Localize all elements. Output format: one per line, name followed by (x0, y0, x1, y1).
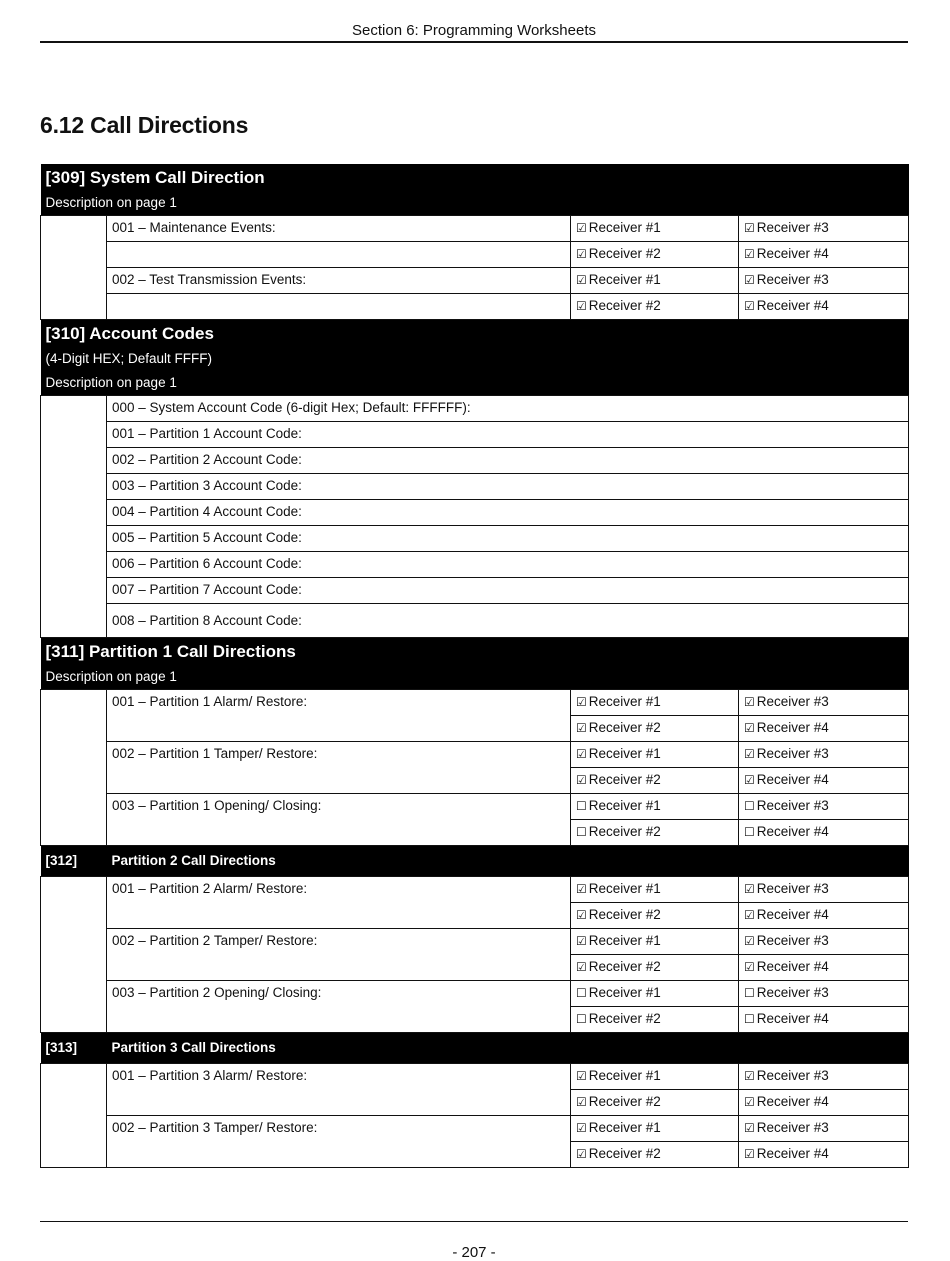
receiver-label: Receiver #1 (588, 985, 661, 1000)
table-row (41, 1116, 909, 1142)
receiver-option[interactable] (571, 716, 739, 742)
account-code-field[interactable]: 008 – Partition 8 Account Code: (107, 604, 909, 638)
checked-box-icon[interactable]: ☑ (576, 1121, 587, 1135)
account-code-field[interactable]: 000 – System Account Code (6-digit Hex; Default: FFFFFF): (107, 396, 909, 422)
sec309-description: Description on page 1 (45, 195, 177, 210)
account-code-field[interactable]: 006 – Partition 6 Account Code: (107, 552, 909, 578)
receiver-label: Receiver #4 (756, 720, 829, 735)
checked-box-icon[interactable]: ☑ (744, 1121, 755, 1135)
receiver-option[interactable] (739, 768, 909, 794)
receiver-option[interactable] (739, 1007, 909, 1033)
receiver-label: Receiver #2 (588, 1011, 661, 1026)
checked-box-icon[interactable]: ☑ (744, 773, 755, 787)
section-spacer (41, 396, 107, 638)
receiver-label: Receiver #1 (588, 1120, 661, 1135)
option-label: 002 – Partition 1 Tamper/ Restore: (107, 742, 571, 794)
option-label: 001 – Partition 3 Alarm/ Restore: (107, 1064, 571, 1116)
header-divider (40, 41, 908, 43)
receiver-label: Receiver #2 (588, 246, 661, 261)
table-row (41, 396, 909, 422)
sec311-title: [311] Partition 1 Call Directions (45, 642, 296, 661)
receiver-label: Receiver #3 (756, 1120, 829, 1135)
table-row (41, 268, 909, 294)
checked-box-icon[interactable]: ☑ (576, 721, 587, 735)
option-label: 003 – Partition 2 Opening/ Closing: (107, 981, 571, 1033)
receiver-label: Receiver #4 (756, 1011, 829, 1026)
table-row (41, 877, 909, 903)
sec313-code: [313] (41, 1033, 107, 1064)
checked-box-icon[interactable]: ☑ (576, 934, 587, 948)
empty-box-icon[interactable]: ☐ (744, 825, 755, 839)
empty-box-icon[interactable]: ☐ (744, 1012, 755, 1026)
checked-box-icon[interactable]: ☑ (744, 695, 755, 709)
checked-box-icon[interactable]: ☑ (576, 1069, 587, 1083)
receiver-option[interactable] (571, 1007, 739, 1033)
receiver-option[interactable] (739, 1090, 909, 1116)
empty-box-icon[interactable]: ☐ (576, 825, 587, 839)
receiver-option[interactable] (739, 1142, 909, 1168)
checked-box-icon[interactable]: ☑ (744, 882, 755, 896)
receiver-option[interactable] (739, 929, 909, 955)
checked-box-icon[interactable]: ☑ (576, 695, 587, 709)
table-row (41, 552, 909, 578)
receiver-label: Receiver #4 (756, 246, 829, 261)
table-row (41, 526, 909, 552)
page-number: - 207 - (452, 1244, 496, 1261)
receiver-label: Receiver #4 (756, 1094, 829, 1109)
checked-box-icon[interactable]: ☑ (744, 273, 755, 287)
receiver-option[interactable] (571, 1142, 739, 1168)
receiver-label: Receiver #1 (588, 881, 661, 896)
receiver-label: Receiver #4 (756, 824, 829, 839)
section-title: 6.12 Call Directions (40, 112, 249, 138)
receiver-option[interactable] (571, 929, 739, 955)
receiver-label: Receiver #4 (756, 298, 829, 313)
receiver-label: Receiver #3 (756, 881, 829, 896)
receiver-label: Receiver #4 (756, 1146, 829, 1161)
checked-box-icon[interactable]: ☑ (744, 299, 755, 313)
footer-divider (40, 1221, 908, 1222)
receiver-label: Receiver #1 (588, 798, 661, 813)
receiver-label: Receiver #3 (756, 1068, 829, 1083)
section-spacer (41, 1064, 107, 1168)
receiver-label: Receiver #1 (588, 1068, 661, 1083)
sec310-subtitle: (4-Digit HEX; Default FFFF) (45, 351, 213, 366)
receiver-label: Receiver #3 (756, 746, 829, 761)
sec313-header (41, 1033, 909, 1064)
account-code-field[interactable]: 007 – Partition 7 Account Code: (107, 578, 909, 604)
receiver-option[interactable] (571, 294, 739, 320)
receiver-label: Receiver #2 (588, 1094, 661, 1109)
empty-box-icon[interactable]: ☐ (744, 986, 755, 1000)
receiver-label: Receiver #2 (588, 772, 661, 787)
sec310-header-cell (41, 320, 909, 396)
receiver-option[interactable] (571, 742, 739, 768)
option-label: 002 – Partition 3 Tamper/ Restore: (107, 1116, 571, 1168)
empty-box-icon[interactable]: ☐ (576, 986, 587, 1000)
receiver-option[interactable] (739, 877, 909, 903)
receiver-label: Receiver #1 (588, 694, 661, 709)
checked-box-icon[interactable]: ☑ (576, 747, 587, 761)
sec309-header-cell (41, 164, 909, 216)
receiver-option[interactable] (571, 903, 739, 929)
receiver-option[interactable] (739, 1064, 909, 1090)
receiver-label: Receiver #4 (756, 772, 829, 787)
sec310-title: [310] Account Codes (45, 324, 214, 343)
table-row (41, 448, 909, 474)
checked-box-icon[interactable]: ☑ (576, 1095, 587, 1109)
checked-box-icon[interactable]: ☑ (576, 882, 587, 896)
table-row (41, 1064, 909, 1090)
receiver-option[interactable] (571, 955, 739, 981)
receiver-option[interactable] (739, 1116, 909, 1142)
receiver-label: Receiver #1 (588, 220, 661, 235)
section-spacer (41, 690, 107, 846)
receiver-label: Receiver #2 (588, 824, 661, 839)
table-row (41, 242, 909, 268)
receiver-option[interactable] (739, 955, 909, 981)
sec312-header (41, 846, 909, 877)
receiver-option[interactable] (739, 820, 909, 846)
receiver-label: Receiver #4 (756, 959, 829, 974)
table-row (41, 578, 909, 604)
account-code-field[interactable]: 002 – Partition 2 Account Code: (107, 448, 909, 474)
receiver-option[interactable] (571, 1064, 739, 1090)
receiver-option[interactable] (739, 981, 909, 1007)
receiver-option[interactable] (571, 242, 739, 268)
receiver-label: Receiver #2 (588, 907, 661, 922)
receiver-option[interactable] (571, 1090, 739, 1116)
receiver-option[interactable] (571, 268, 739, 294)
table-row (41, 690, 909, 716)
receiver-option[interactable] (571, 690, 739, 716)
checked-box-icon[interactable]: ☑ (744, 960, 755, 974)
empty-box-icon[interactable]: ☐ (576, 799, 587, 813)
checked-box-icon[interactable]: ☑ (576, 1147, 587, 1161)
receiver-option[interactable] (739, 242, 909, 268)
checked-box-icon[interactable]: ☑ (744, 747, 755, 761)
receiver-option[interactable] (739, 903, 909, 929)
table-row (41, 742, 909, 768)
blank-cell (107, 294, 571, 320)
receiver-label: Receiver #4 (756, 907, 829, 922)
checked-box-icon[interactable]: ☑ (576, 773, 587, 787)
receiver-option[interactable] (739, 794, 909, 820)
receiver-option[interactable] (571, 1116, 739, 1142)
checked-box-icon[interactable]: ☑ (576, 221, 587, 235)
receiver-label: Receiver #3 (756, 985, 829, 1000)
receiver-option[interactable] (739, 216, 909, 242)
option-label: 001 – Maintenance Events: (107, 216, 571, 242)
account-code-field[interactable]: 005 – Partition 5 Account Code: (107, 526, 909, 552)
table-row (41, 794, 909, 820)
table-row (41, 981, 909, 1007)
receiver-label: Receiver #1 (588, 272, 661, 287)
table-row (41, 294, 909, 320)
sec311-description: Description on page 1 (45, 669, 177, 684)
receiver-option[interactable] (571, 794, 739, 820)
checked-box-icon[interactable]: ☑ (576, 299, 587, 313)
receiver-label: Receiver #2 (588, 959, 661, 974)
section-spacer (41, 216, 107, 320)
table-row (41, 216, 909, 242)
option-label: 002 – Test Transmission Events: (107, 268, 571, 294)
receiver-label: Receiver #3 (756, 694, 829, 709)
receiver-option[interactable] (739, 268, 909, 294)
call-directions-worksheet (40, 164, 908, 1168)
page-header: Section 6: Programming Worksheets (352, 22, 596, 39)
sec313-title: Partition 3 Call Directions (107, 1033, 909, 1064)
checked-box-icon[interactable]: ☑ (744, 934, 755, 948)
table-row (41, 474, 909, 500)
sec311-header (41, 638, 909, 690)
checked-box-icon[interactable]: ☑ (744, 908, 755, 922)
option-label: 001 – Partition 2 Alarm/ Restore: (107, 877, 571, 929)
checked-box-icon[interactable]: ☑ (744, 221, 755, 235)
sec312-code: [312] (41, 846, 107, 877)
receiver-label: Receiver #3 (756, 933, 829, 948)
checked-box-icon[interactable]: ☑ (744, 721, 755, 735)
checked-box-icon[interactable]: ☑ (744, 1147, 755, 1161)
sec310-header (41, 320, 909, 396)
table-row (41, 422, 909, 448)
account-code-field[interactable]: 004 – Partition 4 Account Code: (107, 500, 909, 526)
section-spacer (41, 877, 107, 1033)
receiver-option[interactable] (739, 716, 909, 742)
checked-box-icon[interactable]: ☑ (744, 1095, 755, 1109)
checked-box-icon[interactable]: ☑ (576, 960, 587, 974)
table-row (41, 604, 909, 638)
worksheet-table (40, 164, 909, 1168)
receiver-label: Receiver #2 (588, 298, 661, 313)
receiver-label: Receiver #1 (588, 933, 661, 948)
table-row (41, 929, 909, 955)
checked-box-icon[interactable]: ☑ (744, 247, 755, 261)
receiver-option[interactable] (739, 294, 909, 320)
receiver-option[interactable] (571, 768, 739, 794)
checked-box-icon[interactable]: ☑ (576, 247, 587, 261)
checked-box-icon[interactable]: ☑ (576, 908, 587, 922)
receiver-label: Receiver #2 (588, 1146, 661, 1161)
sec310-description: Description on page 1 (45, 375, 177, 390)
receiver-option[interactable] (571, 877, 739, 903)
sec312-title: Partition 2 Call Directions (107, 846, 909, 877)
receiver-option[interactable] (571, 981, 739, 1007)
receiver-label: Receiver #3 (756, 272, 829, 287)
empty-box-icon[interactable]: ☐ (744, 799, 755, 813)
option-label: 002 – Partition 2 Tamper/ Restore: (107, 929, 571, 981)
receiver-option[interactable] (571, 820, 739, 846)
table-row (41, 500, 909, 526)
account-code-field[interactable]: 001 – Partition 1 Account Code: (107, 422, 909, 448)
receiver-label: Receiver #3 (756, 220, 829, 235)
sec309-title: [309] System Call Direction (45, 168, 265, 187)
option-label: 001 – Partition 1 Alarm/ Restore: (107, 690, 571, 742)
receiver-label: Receiver #3 (756, 798, 829, 813)
checked-box-icon[interactable]: ☑ (744, 1069, 755, 1083)
receiver-option[interactable] (739, 690, 909, 716)
empty-box-icon[interactable]: ☐ (576, 1012, 587, 1026)
checked-box-icon[interactable]: ☑ (576, 273, 587, 287)
receiver-option[interactable] (739, 742, 909, 768)
receiver-label: Receiver #1 (588, 746, 661, 761)
account-code-field[interactable]: 003 – Partition 3 Account Code: (107, 474, 909, 500)
blank-cell (107, 242, 571, 268)
option-label: 003 – Partition 1 Opening/ Closing: (107, 794, 571, 846)
sec309-header (41, 164, 909, 216)
receiver-label: Receiver #2 (588, 720, 661, 735)
sec311-header-cell (41, 638, 909, 690)
receiver-option[interactable] (571, 216, 739, 242)
